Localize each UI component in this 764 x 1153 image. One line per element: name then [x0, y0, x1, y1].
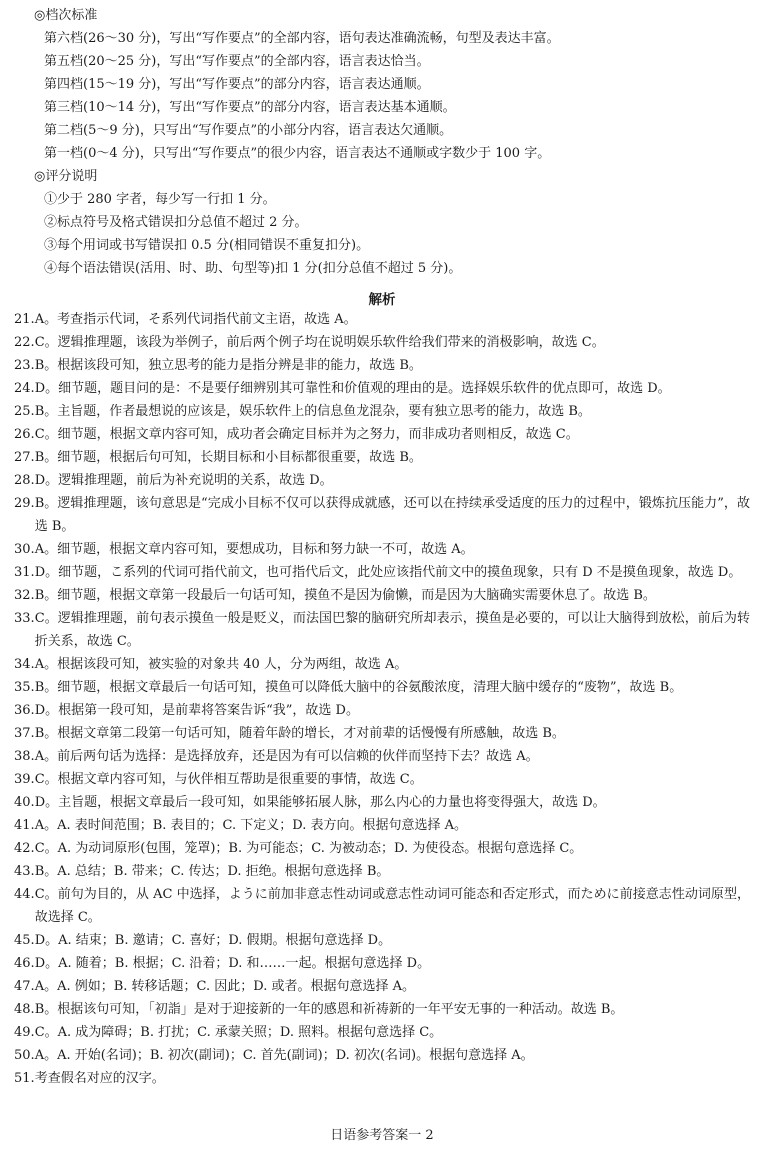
- answer-item: [14, 929, 750, 952]
- answer-text: 考查假名对应的汉字。: [34, 1071, 165, 1086]
- notes-heading: ◎评分说明: [34, 169, 98, 184]
- answer-number: 24.: [14, 381, 35, 396]
- note-2: ②标点符号及格式错误扣分总值不超过 2 分。: [44, 215, 308, 230]
- level-6: 第六档(26～30 分)，写出“写作要点”的全部内容，语句表达准确流畅，句型及表达丰富。: [44, 31, 560, 46]
- answer-item: [14, 584, 750, 607]
- answer-number: 29.: [14, 496, 35, 511]
- answer-item: [14, 469, 750, 492]
- answer-number: 32.: [14, 588, 35, 603]
- answer-number: 35.: [14, 680, 35, 695]
- answer-text: B。逻辑推理题，该句意思是“完成小目标不仅可以获得成就感，还可以在持续承受适度的压力的过程中，锻炼抗压能力”，故选 B。: [34, 496, 750, 534]
- level-1: 第一档(0～4 分)，只写出“写作要点”的很少内容，语言表达不通顺或字数少于 100 字。: [44, 146, 551, 161]
- answer-item: [14, 952, 750, 975]
- answer-item: [14, 331, 750, 354]
- answer-number: 51.: [14, 1071, 35, 1086]
- answer-item: [14, 308, 750, 331]
- answer-text: D。细节题，题目问的是：不是要仔细辨别其可靠性和价值观的理由的是。选择娱乐软件的优点即可，故选 D。: [34, 381, 671, 396]
- answer-text: D。主旨题，根据文章最后一段可知，如果能够拓展人脉，那么内心的力量也将变得强大，故选 D。: [34, 795, 606, 810]
- answer-number: 46.: [14, 956, 35, 971]
- answer-text: A。A. 开始(名词)；B. 初次(副词)；C. 首先(副词)；D. 初次(名词)。根据句意选择 A。: [34, 1048, 534, 1063]
- answer-item: [14, 699, 750, 722]
- level-4: 第四档(15～19 分)，写出“写作要点”的部分内容，语言表达通顺。: [44, 77, 430, 92]
- answer-item: [14, 607, 750, 653]
- answer-item: [14, 860, 750, 883]
- level-5: 第五档(20～25 分)，写出“写作要点”的全部内容，语言表达恰当。: [44, 54, 430, 69]
- answer-text: D。A. 结束；B. 邀请；C. 喜好；D. 假期。根据句意选择 D。: [34, 933, 392, 948]
- answer-text: C。根据文章内容可知，与伙伴相互帮助是很重要的事情，故选 C。: [34, 772, 423, 787]
- answer-text: C。逻辑推理题，前句表示摸鱼一般是贬义，而法国巴黎的脑研究所却表示，摸鱼是必要的，可以让大脑得到放松，前后为转折关系，故选 C。: [34, 611, 750, 649]
- answer-text: A。A. 例如；B. 转移话题；C. 因此；D. 或者。根据句意选择 A。: [34, 979, 416, 994]
- answer-text: A。考查指示代词，そ系列代词指代前文主语，故选 A。: [34, 312, 357, 327]
- answer-text: D。细节题，こ系列的代词可指代前文，也可指代后文，此处应该指代前文中的摸鱼现象，只有 D 不是摸鱼现象，故选 D。: [34, 565, 742, 580]
- answer-item: [14, 538, 750, 561]
- answer-text: B。A. 总结；B. 带来；C. 传达；D. 拒绝。根据句意选择 B。: [34, 864, 390, 879]
- answer-number: 21.: [14, 312, 35, 327]
- answer-number: 37.: [14, 726, 35, 741]
- answer-list: [0, 308, 764, 1090]
- answer-number: 23.: [14, 358, 35, 373]
- answer-text: D。A. 随着；B. 根据；C. 沿着；D. 和……一起。根据句意选择 D。: [34, 956, 431, 971]
- answer-item: [14, 722, 750, 745]
- answer-number: 48.: [14, 1002, 35, 1017]
- answer-text: C。A. 成为障碍；B. 打扰；C. 承蒙关照；D. 照料。根据句意选择 C。: [34, 1025, 443, 1040]
- answer-number: 31.: [14, 565, 35, 580]
- answer-number: 40.: [14, 795, 35, 810]
- answer-item: [14, 653, 750, 676]
- answer-text: B。细节题，根据后句可知，长期目标和小目标都很重要，故选 B。: [34, 450, 422, 465]
- answer-text: A。A. 表时间范围；B. 表目的；C. 下定义；D. 表方向。根据句意选择 A。: [34, 818, 468, 833]
- answer-text: B。根据该段可知，独立思考的能力是指分辨是非的能力，故选 B。: [34, 358, 422, 373]
- scoring-standards-section: [0, 4, 764, 280]
- answer-item: [14, 492, 750, 538]
- answer-text: C。细节题，根据文章内容可知，成功者会确定目标并为之努力，而非成功者则相反，故选 C。: [34, 427, 579, 442]
- answer-number: 45.: [14, 933, 35, 948]
- answer-item: [14, 377, 750, 400]
- answer-text: C。逻辑推理题，该段为举例子，前后两个例子均在说明娱乐软件给我们带来的消极影响，故选 C。: [34, 335, 605, 350]
- answer-item: [14, 446, 750, 469]
- answer-number: 22.: [14, 335, 35, 350]
- answer-number: 42.: [14, 841, 35, 856]
- page-footer: 日语参考答案一 2: [330, 1128, 434, 1143]
- answer-text: B。细节题，根据文章第一段最后一句话可知，摸鱼不是因为偷懒，而是因为大脑确实需要休息了。故选 B。: [34, 588, 656, 603]
- answer-item: [14, 837, 750, 860]
- answer-item: [14, 1067, 750, 1090]
- answer-item: [14, 423, 750, 446]
- level-2: 第二档(5～9 分)，只写出“写作要点”的小部分内容，语言表达欠通顺。: [44, 123, 453, 138]
- analysis-title: 解析: [368, 292, 396, 308]
- answer-item: [14, 1021, 750, 1044]
- answer-item: [14, 400, 750, 423]
- answer-item: [14, 354, 750, 377]
- level-3: 第三档(10～14 分)，写出“写作要点”的部分内容，语言表达基本通顺。: [44, 100, 456, 115]
- answer-number: 34.: [14, 657, 35, 672]
- answer-item: [14, 975, 750, 998]
- note-3: ③每个用词或书写错误扣 0.5 分(相同错误不重复扣分)。: [44, 238, 370, 253]
- answer-text: B。细节题，根据文章最后一句话可知，摸鱼可以降低大脑中的谷氨酸浓度，清理大脑中缓存的“废物”，故选 B。: [34, 680, 683, 695]
- answer-text: D。逻辑推理题，前后为补充说明的关系，故选 D。: [34, 473, 333, 488]
- answer-text: B。主旨题，作者最想说的应该是，娱乐软件上的信息鱼龙混杂，要有独立思考的能力，故选 B。: [34, 404, 591, 419]
- answer-item: [14, 768, 750, 791]
- answer-number: 26.: [14, 427, 35, 442]
- answer-item: [14, 676, 750, 699]
- answer-item: [14, 791, 750, 814]
- answer-number: 44.: [14, 887, 35, 902]
- answer-number: 28.: [14, 473, 35, 488]
- answer-item: [14, 745, 750, 768]
- answer-number: 30.: [14, 542, 35, 557]
- answer-number: 43.: [14, 864, 35, 879]
- note-4: ④每个语法错误(活用、时、助、句型等)扣 1 分(扣分总值不超过 5 分)。: [44, 261, 462, 276]
- answer-number: 50.: [14, 1048, 35, 1063]
- answer-number: 47.: [14, 979, 35, 994]
- answer-item: [14, 561, 750, 584]
- answer-number: 49.: [14, 1025, 35, 1040]
- answer-item: [14, 883, 750, 929]
- answer-item: [14, 998, 750, 1021]
- answer-text: A。细节题，根据文章内容可知，要想成功，目标和努力缺一不可，故选 A。: [34, 542, 474, 557]
- answer-text: D。根据第一段可知，是前辈将答案告诉“我”，故选 D。: [34, 703, 359, 718]
- answer-text: C。A. 为动词原形(包围，笼罩)；B. 为可能态；C. 为被动态；D. 为使役态。根据句意选择 C。: [34, 841, 583, 856]
- answer-item: [14, 814, 750, 837]
- answer-number: 33.: [14, 611, 35, 626]
- answer-text: A。前后两句话为选择：是选择放弃，还是因为有可以信赖的伙伴而坚持下去？故选 A。: [34, 749, 539, 764]
- answer-number: 39.: [14, 772, 35, 787]
- answer-text: B。根据文章第二段第一句话可知，随着年龄的增长，才对前辈的话慢慢有所感触，故选 B。: [34, 726, 565, 741]
- answer-number: 25.: [14, 404, 35, 419]
- answer-number: 27.: [14, 450, 35, 465]
- answer-number: 36.: [14, 703, 35, 718]
- answer-text: B。根据该句可知，「初詣」是对于迎接新的一年的感恩和祈祷新的一年平安无事的一种活动。故选 B。: [34, 1002, 624, 1017]
- answer-number: 41.: [14, 818, 35, 833]
- answer-text: A。根据该段可知，被实验的对象共 40 人，分为两组，故选 A。: [34, 657, 408, 672]
- answer-number: 38.: [14, 749, 35, 764]
- standards-heading: ◎档次标准: [34, 8, 98, 23]
- answer-text: C。前句为目的，从 AC 中选择，ように前加非意志性动词或意志性动词可能态和否定形式，而ために前接意志性动词原型，故选择 C。: [34, 887, 750, 925]
- note-1: ①少于 280 字者，每少写一行扣 1 分。: [44, 192, 276, 207]
- answer-item: [14, 1044, 750, 1067]
